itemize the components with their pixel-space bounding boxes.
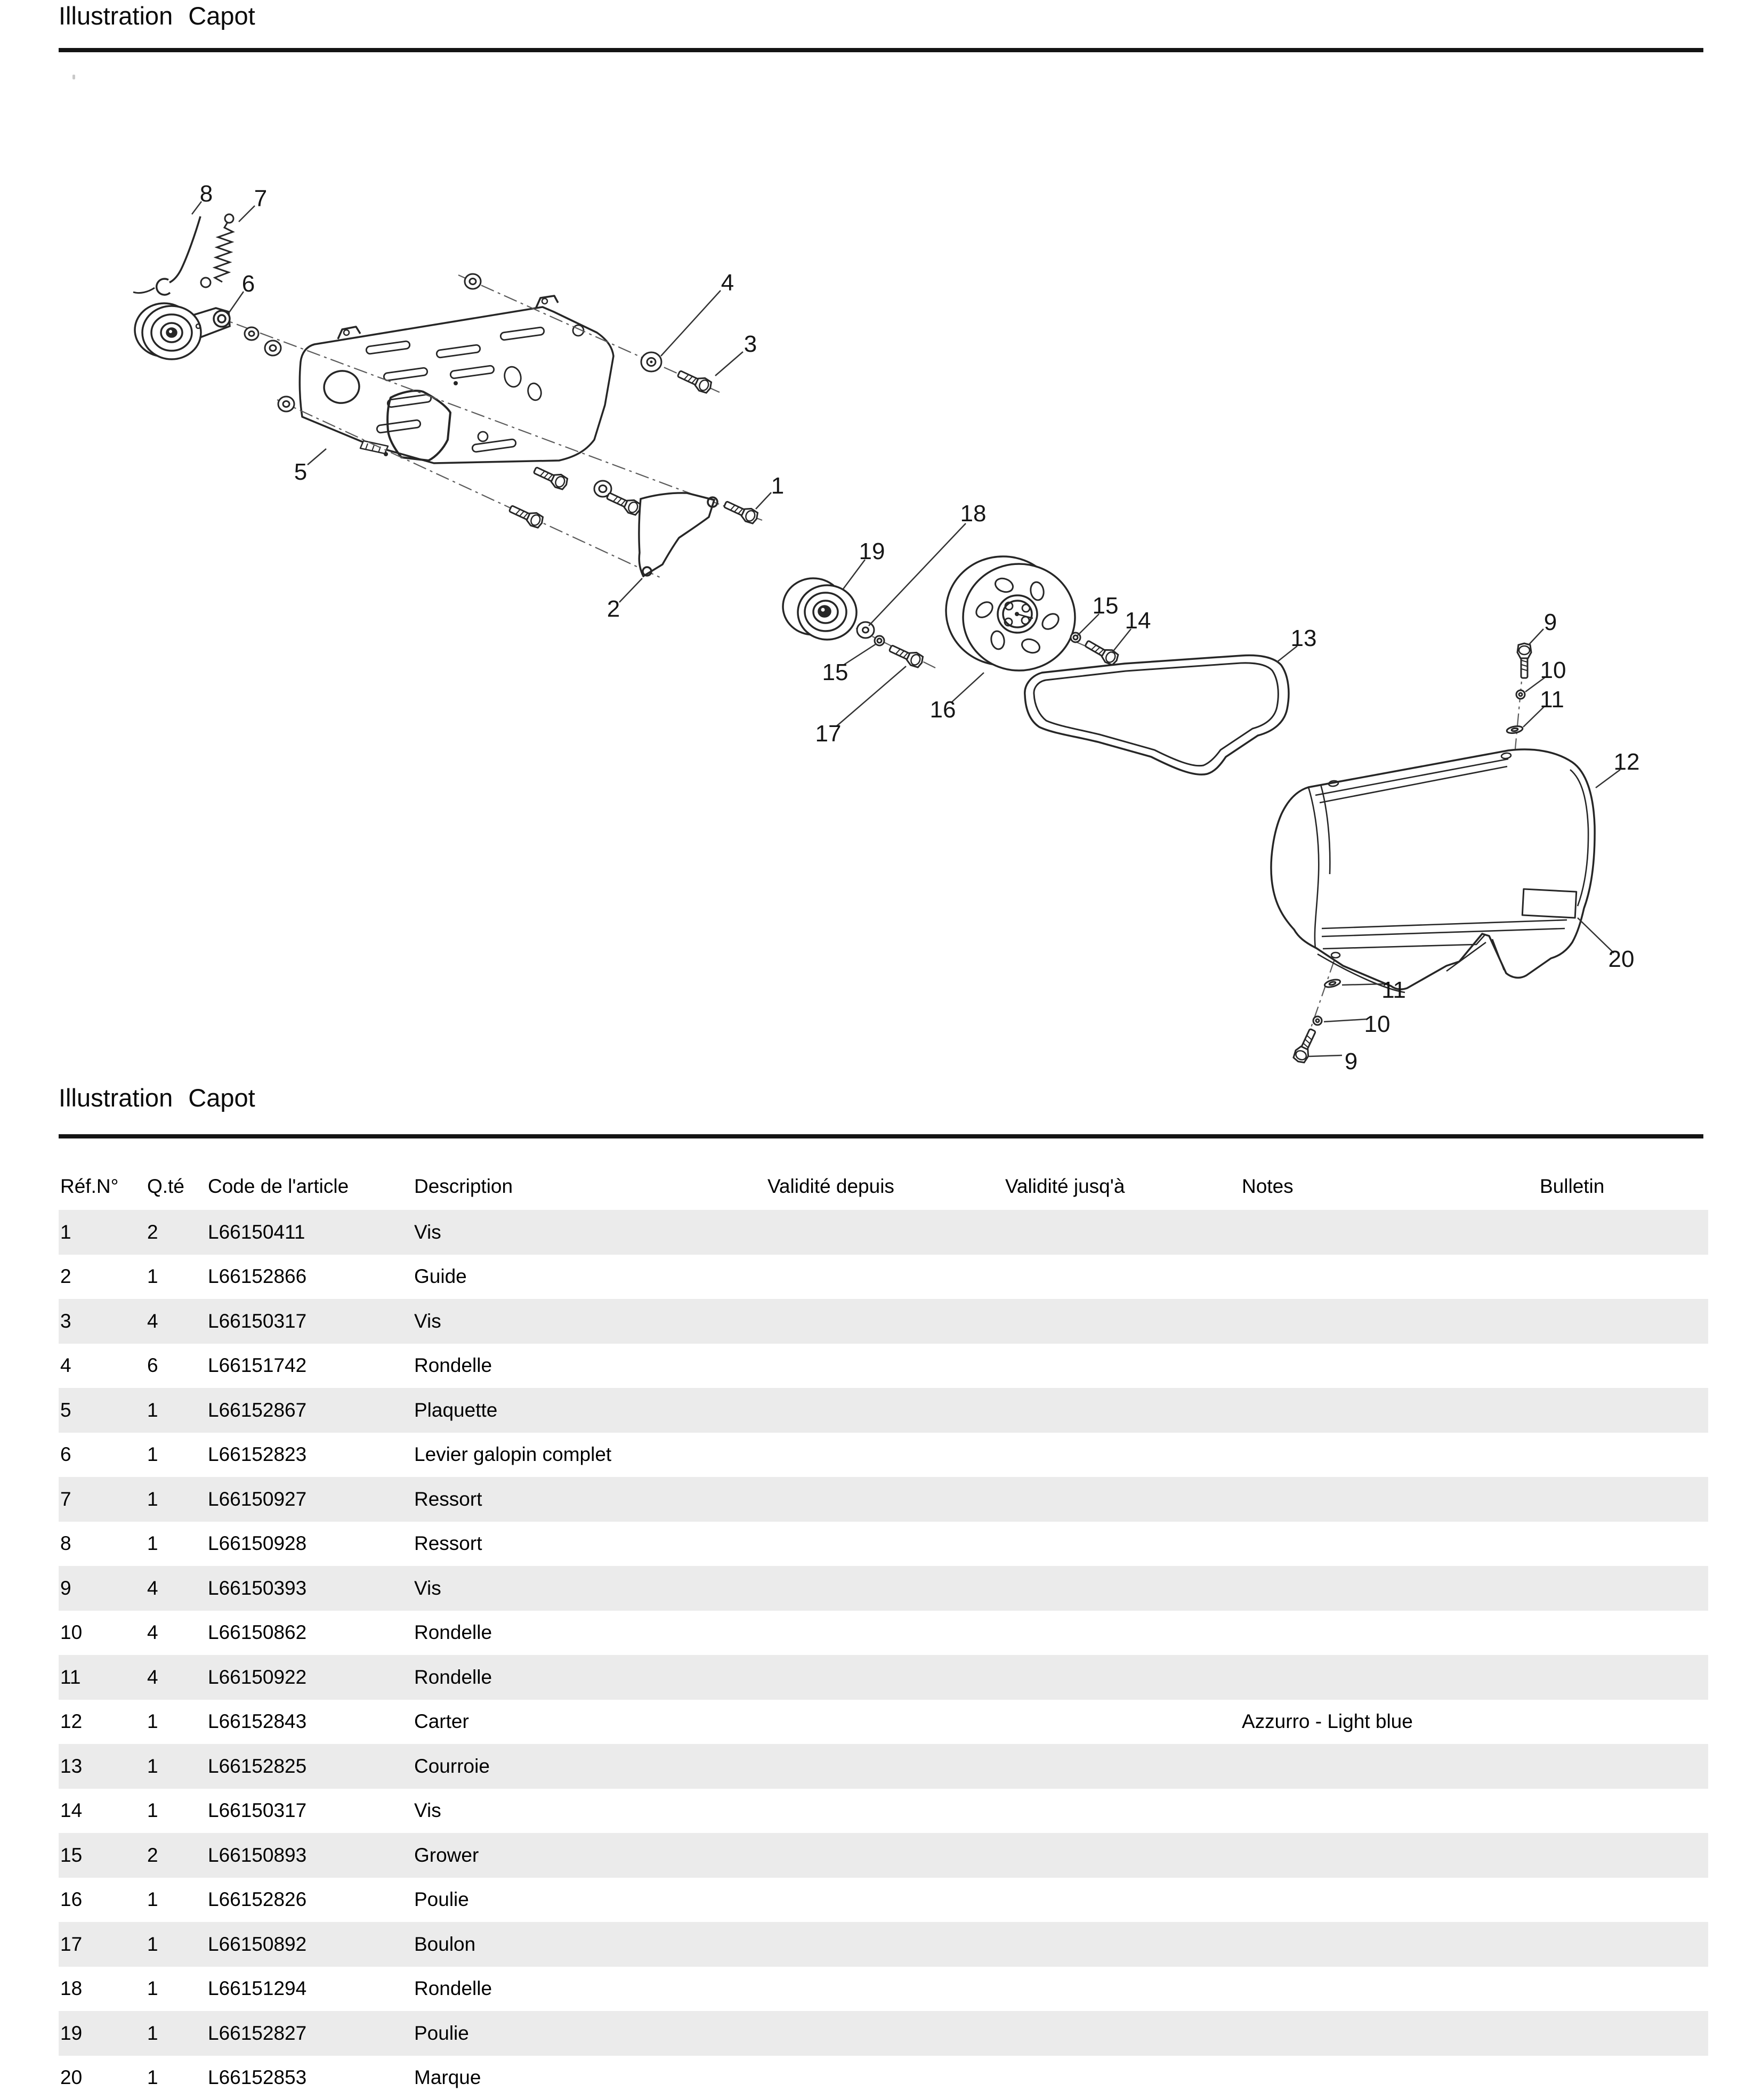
cell-code: L66150317 bbox=[208, 1799, 414, 1822]
cell-code: L66152823 bbox=[208, 1443, 414, 1466]
rod-part bbox=[133, 216, 200, 295]
cell-description: Plaquette bbox=[414, 1399, 767, 1421]
table-row bbox=[59, 1967, 1708, 2012]
table-row bbox=[59, 1210, 1708, 1255]
cover-label-decal bbox=[1522, 889, 1576, 918]
cell-description: Marque bbox=[414, 2066, 767, 2089]
divider-table bbox=[59, 1134, 1703, 1138]
callout-6: 6 bbox=[242, 271, 255, 297]
callout-7: 7 bbox=[254, 185, 267, 212]
cell-qty: 1 bbox=[147, 1977, 208, 2000]
callout-8: 8 bbox=[200, 181, 213, 207]
cell-description: Levier galopin complet bbox=[414, 1443, 767, 1466]
cell-code: L66152826 bbox=[208, 1888, 414, 1911]
cell-description: Courroie bbox=[414, 1755, 767, 1778]
table-row bbox=[59, 1611, 1708, 1655]
header-bulletin: Bulletin bbox=[1540, 1175, 1708, 1198]
callout-18: 18 bbox=[960, 500, 987, 527]
callout-16: 16 bbox=[930, 697, 956, 723]
plate-part bbox=[300, 296, 613, 463]
callout-12: 12 bbox=[1614, 749, 1640, 775]
cell-description: Ressort bbox=[414, 1532, 767, 1555]
pulley-small-part bbox=[783, 578, 856, 640]
cell-qty: 4 bbox=[147, 1577, 208, 1600]
table-row bbox=[59, 1255, 1708, 1299]
cell-ref: 13 bbox=[60, 1755, 147, 1778]
table-row bbox=[59, 1878, 1708, 1923]
cell-ref: 17 bbox=[60, 1933, 147, 1956]
cell-code: L66152867 bbox=[208, 1399, 414, 1421]
cell-qty: 1 bbox=[147, 1933, 208, 1956]
cell-description: Carter bbox=[414, 1710, 767, 1733]
cell-ref: 10 bbox=[60, 1621, 147, 1644]
callout-2: 2 bbox=[607, 596, 620, 622]
cell-description: Poulie bbox=[414, 1888, 767, 1911]
cell-ref: 5 bbox=[60, 1399, 147, 1421]
table-row bbox=[59, 1299, 1708, 1344]
cell-description: Boulon bbox=[414, 1933, 767, 1956]
cell-code: L66152853 bbox=[208, 2066, 414, 2089]
cell-qty: 2 bbox=[147, 1221, 208, 1243]
idler-lever-part bbox=[135, 303, 230, 359]
cell-code: L66150893 bbox=[208, 1844, 414, 1867]
cell-code: L66150317 bbox=[208, 1310, 414, 1332]
cell-ref: 15 bbox=[60, 1844, 147, 1867]
cell-qty: 4 bbox=[147, 1310, 208, 1332]
cell-qty: 1 bbox=[147, 1888, 208, 1911]
callout-9-top: 9 bbox=[1544, 609, 1557, 635]
callout-10-top: 10 bbox=[1540, 657, 1566, 683]
spring-part bbox=[201, 214, 233, 287]
cell-ref: 12 bbox=[60, 1710, 147, 1733]
cell-qty: 4 bbox=[147, 1666, 208, 1689]
cell-ref: 1 bbox=[60, 1221, 147, 1243]
header-qty: Q.té bbox=[147, 1175, 208, 1198]
cell-code: L66150928 bbox=[208, 1532, 414, 1555]
belt-part bbox=[1025, 656, 1289, 775]
header-description: Description bbox=[414, 1175, 767, 1198]
cell-code: L66150862 bbox=[208, 1621, 414, 1644]
cover-part bbox=[1271, 749, 1595, 992]
cell-qty: 4 bbox=[147, 1621, 208, 1644]
cell-description: Grower bbox=[414, 1844, 767, 1867]
cell-ref: 3 bbox=[60, 1310, 147, 1332]
callout-3: 3 bbox=[744, 331, 757, 357]
header-notes: Notes bbox=[1242, 1175, 1540, 1198]
cell-code: L66152827 bbox=[208, 2022, 414, 2045]
callout-9-bottom: 9 bbox=[1345, 1048, 1357, 1075]
table-row bbox=[59, 1833, 1708, 1878]
cell-description: Guide bbox=[414, 1265, 767, 1288]
cell-description: Rondelle bbox=[414, 1354, 767, 1377]
cell-qty: 1 bbox=[147, 2022, 208, 2045]
cell-description: Rondelle bbox=[414, 1621, 767, 1644]
cell-ref: 14 bbox=[60, 1799, 147, 1822]
cell-code: L66150393 bbox=[208, 1577, 414, 1600]
header-valid-to: Validité jusq'à bbox=[1005, 1175, 1242, 1198]
header-valid-from: Validité depuis bbox=[767, 1175, 1005, 1198]
guide-bracket-part bbox=[639, 493, 717, 576]
section-title-table: Illustration Capot bbox=[59, 1083, 255, 1112]
table-row bbox=[59, 1922, 1708, 1967]
cell-qty: 1 bbox=[147, 1443, 208, 1466]
cell-ref: 2 bbox=[60, 1265, 147, 1288]
table-row bbox=[59, 1655, 1708, 1700]
cell-ref: 16 bbox=[60, 1888, 147, 1911]
callout-20: 20 bbox=[1609, 946, 1635, 972]
callout-15-left: 15 bbox=[822, 659, 848, 685]
cell-ref: 6 bbox=[60, 1443, 147, 1466]
cell-code: L66151294 bbox=[208, 1977, 414, 2000]
cell-description: Poulie bbox=[414, 2022, 767, 2045]
cell-code: L66152866 bbox=[208, 1265, 414, 1288]
cell-ref: 20 bbox=[60, 2066, 147, 2089]
table-row bbox=[59, 1700, 1708, 1744]
cover-fasteners-bottom bbox=[1313, 978, 1341, 1025]
cell-notes: Azzurro - Light blue bbox=[1242, 1710, 1540, 1733]
table-row bbox=[59, 1522, 1708, 1566]
cell-code: L66150892 bbox=[208, 1933, 414, 1956]
cell-qty: 1 bbox=[147, 1488, 208, 1511]
cell-ref: 9 bbox=[60, 1577, 147, 1600]
callout-10-bottom: 10 bbox=[1364, 1011, 1391, 1037]
table-row bbox=[59, 1477, 1708, 1522]
section-title-top: Illustration Capot bbox=[59, 1, 255, 30]
cell-description: Ressort bbox=[414, 1488, 767, 1511]
cell-qty: 1 bbox=[147, 1710, 208, 1733]
cell-description: Vis bbox=[414, 1577, 767, 1600]
pulley-large-part bbox=[946, 556, 1075, 671]
cell-code: L66150411 bbox=[208, 1221, 414, 1243]
callout-13: 13 bbox=[1291, 625, 1317, 651]
callout-17: 17 bbox=[815, 721, 842, 747]
cell-description: Vis bbox=[414, 1221, 767, 1243]
callout-11-top: 11 bbox=[1540, 686, 1564, 713]
cell-ref: 19 bbox=[60, 2022, 147, 2045]
table-row bbox=[59, 1789, 1708, 1834]
table-row bbox=[59, 1566, 1708, 1611]
table-row bbox=[59, 1388, 1708, 1433]
header-ref: Réf.N° bbox=[60, 1175, 147, 1198]
cell-code: L66151742 bbox=[208, 1354, 414, 1377]
callout-19: 19 bbox=[859, 538, 885, 564]
table-row bbox=[59, 2011, 1708, 2056]
cell-ref: 4 bbox=[60, 1354, 147, 1377]
table-row bbox=[59, 1744, 1708, 1789]
cell-ref: 11 bbox=[60, 1666, 147, 1689]
cell-ref: 8 bbox=[60, 1532, 147, 1555]
cell-qty: 6 bbox=[147, 1354, 208, 1377]
cell-qty: 1 bbox=[147, 2066, 208, 2089]
cell-description: Vis bbox=[414, 1799, 767, 1822]
table-row bbox=[59, 2056, 1708, 2100]
cell-code: L66150927 bbox=[208, 1488, 414, 1511]
cell-description: Rondelle bbox=[414, 1977, 767, 2000]
cell-ref: 18 bbox=[60, 1977, 147, 2000]
parts-table-body bbox=[59, 1210, 1708, 2100]
header-code: Code de l'article bbox=[208, 1175, 414, 1198]
cell-qty: 1 bbox=[147, 1399, 208, 1421]
cell-ref: 7 bbox=[60, 1488, 147, 1511]
callout-4: 4 bbox=[721, 270, 734, 296]
cell-qty: 1 bbox=[147, 1799, 208, 1822]
cover-fasteners-top bbox=[1506, 690, 1525, 734]
table-row bbox=[59, 1344, 1708, 1388]
table-row bbox=[59, 1433, 1708, 1477]
callout-11-bottom: 11 bbox=[1381, 977, 1406, 1003]
cell-qty: 2 bbox=[147, 1844, 208, 1867]
cell-code: L66150922 bbox=[208, 1666, 414, 1689]
cell-qty: 1 bbox=[147, 1265, 208, 1288]
cell-description: Rondelle bbox=[414, 1666, 767, 1689]
parts-table-header bbox=[59, 1167, 1708, 1206]
cell-code: L66152825 bbox=[208, 1755, 414, 1778]
cell-qty: 1 bbox=[147, 1532, 208, 1555]
cell-code: L66152843 bbox=[208, 1710, 414, 1733]
callout-14: 14 bbox=[1125, 608, 1151, 634]
callout-1: 1 bbox=[771, 473, 784, 499]
callout-5: 5 bbox=[294, 459, 307, 485]
cell-qty: 1 bbox=[147, 1755, 208, 1778]
small-hardware-19-axis bbox=[857, 622, 884, 645]
cell-description: Vis bbox=[414, 1310, 767, 1332]
callout-15-right: 15 bbox=[1093, 593, 1119, 619]
